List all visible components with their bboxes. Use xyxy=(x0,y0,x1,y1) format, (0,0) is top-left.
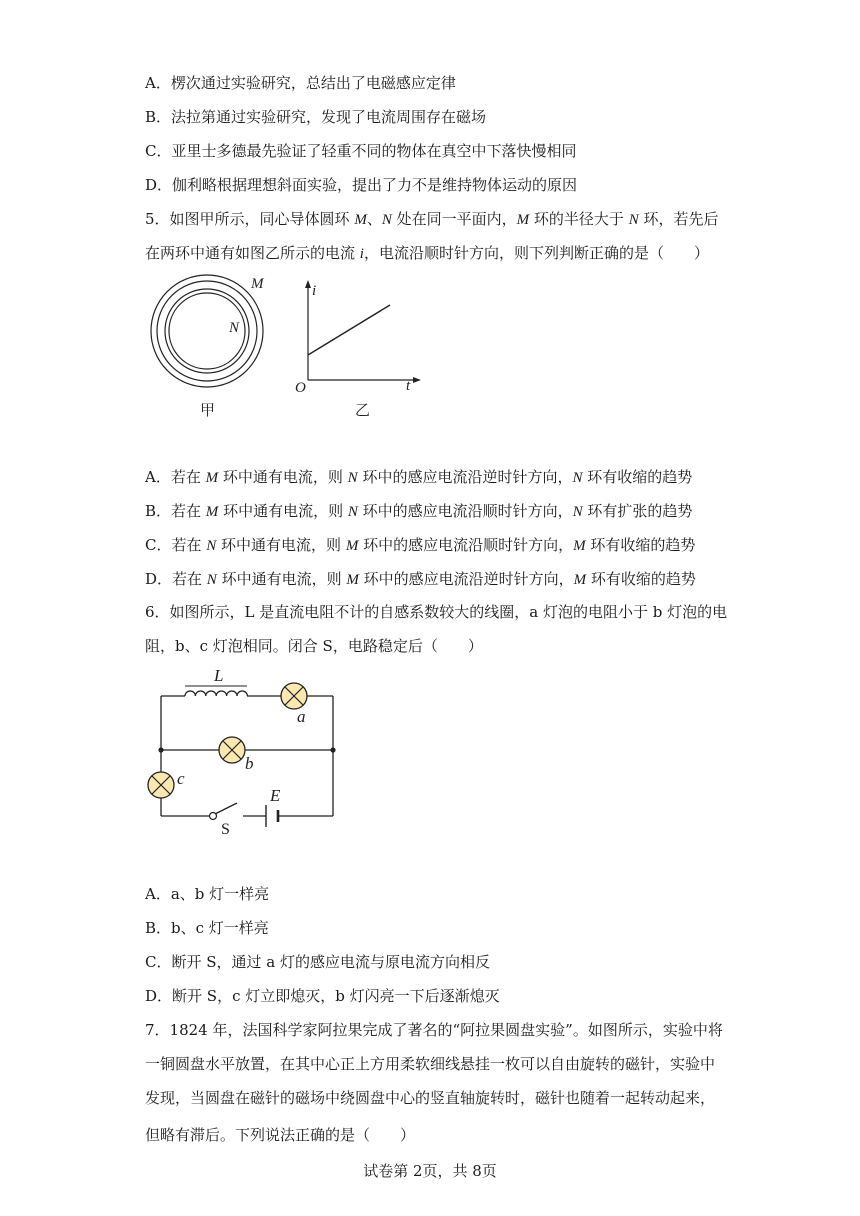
q6-option-b: B．b、c 灯一样亮 xyxy=(145,919,269,937)
q7-stem-line4: 但略有滞后。下列说法正确的是（ ） xyxy=(145,1126,416,1144)
ring-m-inner xyxy=(157,281,257,381)
lamp-a xyxy=(281,683,307,709)
junction-left xyxy=(158,747,163,752)
q4-option-d: D．伽利略根据理想斜面实验，提出了力不是维持物体运动的原因 xyxy=(145,176,578,194)
q5-option-a: A．若在 M 环中通有电流，则 N 环中的感应电流沿逆时针方向，N 环有收缩的趋势 xyxy=(145,468,693,486)
figure-yi-caption: 乙 xyxy=(355,401,371,419)
q6-option-a: A．a、b 灯一样亮 xyxy=(145,885,270,903)
switch-blade xyxy=(215,803,237,814)
y-axis-label: i xyxy=(312,283,317,299)
q4-option-a: A．楞次通过实验研究，总结出了电磁感应定律 xyxy=(145,74,456,92)
q4-option-b: B．法拉第通过实验研究，发现了电流周围存在磁场 xyxy=(145,108,487,126)
lamp-b-label: b xyxy=(245,754,254,773)
battery-label: E xyxy=(270,786,281,805)
q6-stem-line1: 6．如图所示，L 是直流电阻不计的自感系数较大的线圈，a 灯泡的电阻小于 b 灯泡的电 xyxy=(145,603,728,621)
q5-option-d: D．若在 N 环中通有电流，则 M 环中的感应电流沿逆时针方向，M 环有收缩的趋势 xyxy=(145,570,696,588)
figure-jia-rings xyxy=(145,268,285,428)
coil-label: L xyxy=(214,666,224,685)
q7-stem-line2: 一铜圆盘水平放置，在其中心正上方用柔软细线悬挂一枚可以自由旋转的磁针，实验中 xyxy=(145,1055,716,1073)
ring-n-label: N xyxy=(229,320,240,336)
lamp-a-label: a xyxy=(297,707,306,726)
lamp-c-label: c xyxy=(177,769,185,788)
q5-stem-line2: 在两环中通有如图乙所示的电流 i，电流沿顺时针方向，则下列判断正确的是（ ） xyxy=(145,244,709,262)
q7-stem-line3: 发现，当圆盘在磁针的磁场中绕圆盘中心的竖直轴旋转时，磁针也随着一起转动起来， xyxy=(145,1089,716,1107)
q6-option-d: D．断开 S，c 灯立即熄灭，b 灯闪亮一下后逐渐熄灭 xyxy=(145,987,500,1005)
q5-option-b: B．若在 M 环中通有电流，则 N 环中的感应电流沿顺时针方向，N 环有扩张的趋势 xyxy=(145,502,693,520)
x-axis-arrow xyxy=(413,377,421,383)
q5-stem-line1: 5．如图甲所示，同心导体圆环 M、N 处在同一平面内，M 环的半径大于 N 环，若先后 xyxy=(145,210,719,228)
q7-stem-line1: 7．1824 年，法国科学家阿拉果完成了著名的“阿拉果圆盘实验”。如图所示，实验中将 xyxy=(145,1021,723,1039)
origin-label: O xyxy=(295,380,306,396)
coil-l xyxy=(185,691,247,696)
q5-option-c: C．若在 N 环中通有电流，则 M 环中的感应电流沿顺时针方向，M 环有收缩的趋势 xyxy=(145,536,696,554)
q6-option-c: C．断开 S，通过 a 灯的感应电流与原电流方向相反 xyxy=(145,953,491,971)
ring-m-label: M xyxy=(251,276,264,292)
lamp-b xyxy=(219,737,245,763)
switch-label: S xyxy=(221,821,230,838)
q6-stem-line2: 阻，b、c 灯泡相同。闭合 S，电路稳定后（ ） xyxy=(145,637,483,655)
figure-circuit xyxy=(145,662,345,842)
page-footer: 试卷第 2页，共 8页 xyxy=(363,1162,497,1180)
figure-yi-it-graph xyxy=(290,268,430,428)
ring-m-outer xyxy=(151,275,263,387)
figure-jia-caption: 甲 xyxy=(200,401,216,419)
q4-option-c: C．亚里士多德最先验证了轻重不同的物体在真空中下落快慢相同 xyxy=(145,142,577,160)
current-line xyxy=(308,305,390,355)
x-axis-label: t xyxy=(406,378,411,394)
lamp-c xyxy=(148,772,174,798)
y-axis-arrow xyxy=(305,280,311,288)
junction-right xyxy=(330,747,335,752)
